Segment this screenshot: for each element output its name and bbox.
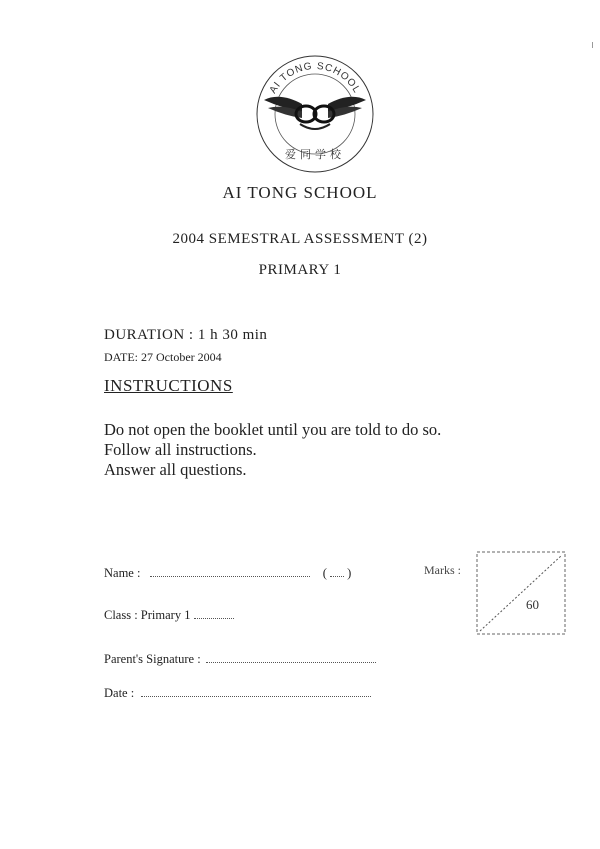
marks-box (476, 551, 568, 637)
assessment-title: 2004 SEMESTRAL ASSESSMENT (2) (172, 231, 428, 247)
marks-total: 60 (526, 597, 539, 612)
date-label: Date : (104, 686, 135, 700)
level-title: PRIMARY 1 (258, 262, 342, 278)
instruction-item: Answer all questions. (104, 460, 247, 479)
class-field (104, 608, 234, 623)
crest-chinese-text: 爱同学校 (285, 148, 345, 161)
parent-signature-field (104, 652, 376, 667)
register-bracket-open: ( (322, 566, 327, 580)
instructions-list (104, 420, 441, 480)
school-name: AI TONG SCHOOL (222, 183, 378, 202)
date-text: DATE: 27 October 2004 (104, 350, 222, 364)
register-number-line[interactable] (330, 566, 344, 577)
date-field (104, 686, 371, 701)
instruction-item: Follow all instructions. (104, 440, 257, 459)
register-bracket-close: ) (347, 566, 352, 580)
duration-text: DURATION : 1 h 30 min (104, 327, 268, 343)
name-input-line[interactable] (150, 566, 310, 577)
name-field (104, 566, 351, 581)
crest-arc-text: AI TONG SCHOOL (267, 60, 363, 96)
marks-label: Marks : (424, 563, 461, 577)
name-label: Name : (104, 566, 141, 580)
instruction-item: Do not open the booklet until you are told to do so. (104, 420, 442, 439)
date-input-line[interactable] (141, 686, 371, 697)
scan-mark (592, 42, 593, 48)
class-label: Class : Primary 1 (104, 608, 191, 622)
school-crest-logo (250, 52, 380, 174)
parent-signature-line[interactable] (206, 652, 376, 663)
parent-signature-label: Parent's Signature : (104, 652, 201, 666)
class-input-line[interactable] (194, 608, 234, 619)
instructions-heading: INSTRUCTIONS (104, 376, 233, 395)
